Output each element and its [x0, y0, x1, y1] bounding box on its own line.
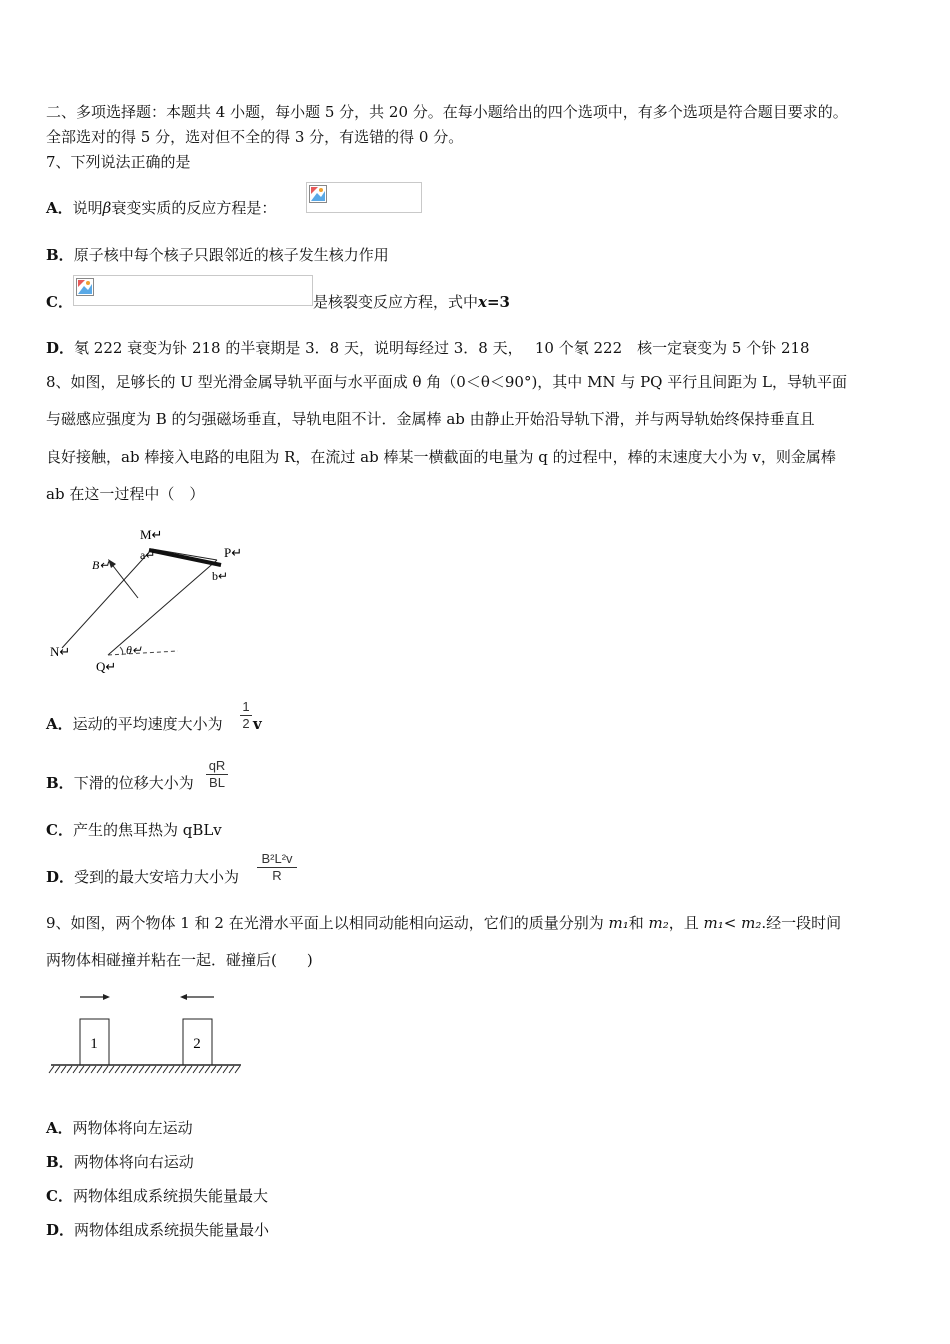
- q9-c-text: 两物体组成系统损失能量最大: [72, 1187, 268, 1205]
- q8-option-c: [46, 820, 222, 840]
- q8-option-a: [46, 714, 223, 734]
- q8-a-tail: v: [253, 715, 262, 733]
- q9-b-label: B．: [46, 1153, 74, 1171]
- q7-c-label: C．: [46, 293, 73, 311]
- q9-stem-line2: 两物体相碰撞并粘在一起．碰撞后( ): [46, 951, 313, 969]
- q8-b-num: qR: [208, 758, 226, 773]
- q8-a-label: A．: [46, 715, 73, 733]
- hatch-mark: [49, 1066, 54, 1073]
- hatch-mark: [85, 1066, 90, 1073]
- hatch-mark: [145, 1066, 150, 1073]
- q9-b-text: 两物体将向右运动: [73, 1153, 194, 1171]
- hatch-mark: [79, 1066, 84, 1073]
- q9-m1: m₁: [608, 914, 629, 932]
- q9-option-c: [46, 1186, 268, 1206]
- q9-stem-post: .经一段时间: [761, 914, 842, 932]
- hatch-mark: [67, 1066, 72, 1073]
- label-a: a↵: [140, 548, 156, 562]
- horizontal-dashed: [108, 651, 178, 655]
- hatch-mark: [163, 1066, 168, 1073]
- hatch-mark: [157, 1066, 162, 1073]
- broken-image-icon: [76, 278, 94, 296]
- hatch-mark: [61, 1066, 66, 1073]
- q9-option-a: [46, 1118, 193, 1138]
- q7-option-c: [46, 292, 73, 312]
- hatch-mark: [97, 1066, 102, 1073]
- q7-a-text-pre: 说明: [72, 199, 103, 217]
- hatch-mark: [103, 1066, 108, 1073]
- q8-a-num: 1: [242, 699, 250, 714]
- hatch-mark: [205, 1066, 210, 1073]
- q7-c-text: [313, 292, 510, 312]
- q8-b-fraction: [206, 759, 228, 790]
- q9-option-d: [46, 1220, 269, 1240]
- label-q: Q↵: [96, 659, 117, 674]
- hatch-mark: [133, 1066, 138, 1073]
- q8-b-text: 下滑的位移大小为: [73, 774, 194, 792]
- q7-c-text-pre: 是核裂变反应方程，式中: [313, 293, 479, 311]
- q8-stem-line2: 与磁感应强度为 B 的匀强磁场垂直，导轨电阻不计．金属棒 ab 由静止开始沿导轨下滑，并与两导轨始终保持垂直且: [46, 410, 815, 428]
- hatch-mark: [73, 1066, 78, 1073]
- q9-m2b: m₂: [741, 914, 762, 932]
- q8-a-text: 运动的平均速度大小为: [72, 715, 223, 733]
- q8-option-d: [46, 867, 239, 887]
- q8-c-text: 产生的焦耳热为 qBLv: [72, 821, 222, 839]
- section-instructions-line1: 二、多项选择题：本题共 4 小题，每小题 5 分，共 20 分。在每小题给出的四个选项中，有多个选项是符合题目要求的。: [46, 103, 848, 121]
- q9-and: 和: [628, 914, 649, 932]
- q7-stem: 7、下列说法正确的是: [46, 153, 191, 171]
- q7-a-label: A．: [46, 199, 73, 217]
- q9-m1b: m₁: [703, 914, 724, 932]
- hatch-mark: [229, 1066, 234, 1073]
- hatch-mark: [187, 1066, 192, 1073]
- q7-a-beta: β: [102, 199, 112, 217]
- hatch-mark: [175, 1066, 180, 1073]
- q9-a-text: 两物体将向左运动: [72, 1119, 193, 1137]
- q8-d-text: 受到的最大安培力大小为: [74, 868, 240, 886]
- q8-option-b: [46, 773, 194, 793]
- q9-a-label: A．: [46, 1119, 73, 1137]
- q7-option-a: [46, 198, 276, 218]
- q8-d-num: B²L²v: [261, 851, 293, 866]
- label-field-b: B↵: [92, 558, 110, 572]
- q7-a-equation-image: [306, 182, 422, 213]
- q7-d-text: 氡 222 衰变为钋 218 的半衰期是 3．8 天，说明每经过 3．8 天， 10 个氡 222 核一定衰变为 5 个钋 218: [74, 339, 810, 357]
- hatch-mark: [223, 1066, 228, 1073]
- right-arrowhead: [103, 994, 110, 1000]
- hatch-mark: [169, 1066, 174, 1073]
- q9-m2: m₂: [648, 914, 669, 932]
- q9-c-label: C．: [46, 1187, 73, 1205]
- q7-c-equation-image: [73, 275, 313, 306]
- broken-image-icon: [309, 185, 327, 203]
- b-field-arrow: [110, 562, 138, 598]
- hatch-mark: [121, 1066, 126, 1073]
- hatch-mark: [151, 1066, 156, 1073]
- q8-stem-line3: 良好接触，ab 棒接入电路的电阻为 R，在流过 ab 棒某一横截面的电量为 q 的过程中，棒的末速度大小为 v，则金属棒: [46, 448, 836, 466]
- hatch-mark: [235, 1066, 240, 1073]
- q7-a-text-post: 衰变实质的反应方程是：: [111, 199, 277, 217]
- q7-d-label: D．: [46, 339, 75, 357]
- q8-stem-line1: 8、如图，足够长的 U 型光滑金属导轨平面与水平面成 θ 角（0＜θ＜90°)，其中 MN 与 PQ 平行且间距为 L，导轨平面: [46, 373, 847, 391]
- left-arrowhead: [180, 994, 187, 1000]
- q9-option-b: [46, 1152, 194, 1172]
- q7-b-text: 原子核中每个核子只跟邻近的核子发生核力作用: [73, 246, 389, 264]
- hatch-mark: [217, 1066, 222, 1073]
- label-b: b↵: [212, 569, 229, 583]
- hatch-mark: [115, 1066, 120, 1073]
- q9-mid: ，且: [668, 914, 704, 932]
- hatch-mark: [91, 1066, 96, 1073]
- q8-c-label: C．: [46, 821, 73, 839]
- q9-lt: <: [723, 914, 742, 932]
- q9-stem-pre: 9、如图，两个物体 1 和 2 在光滑水平面上以相同动能相向运动，它们的质量分别为: [46, 914, 609, 932]
- q8-d-label: D．: [46, 868, 75, 886]
- q9-collision-figure: [48, 985, 248, 1080]
- hatch-mark: [199, 1066, 204, 1073]
- hatch-mark: [55, 1066, 60, 1073]
- q7-option-b: [46, 245, 389, 265]
- hatch-mark: [211, 1066, 216, 1073]
- q9-stem-line1: [46, 913, 841, 933]
- block-1-label: 1: [90, 1036, 98, 1052]
- label-p: P↵: [224, 545, 243, 560]
- q7-b-label: B．: [46, 246, 74, 264]
- hatch-mark: [193, 1066, 198, 1073]
- angle-arc: [120, 647, 123, 655]
- q8-d-fraction: [257, 852, 297, 883]
- q7-option-d: [46, 338, 810, 358]
- section-instructions-line2: 全部选对的得 5 分，选对但不全的得 3 分，有选错的得 0 分。: [46, 128, 464, 146]
- block-2-label: 2: [193, 1036, 201, 1052]
- label-n: N↵: [50, 644, 71, 659]
- q7-c-text-post: =3: [486, 293, 510, 311]
- q8-a-fraction: [240, 700, 252, 731]
- q8-a-den: 2: [242, 716, 250, 731]
- q8-b-den: BL: [209, 775, 225, 790]
- q8-stem-line4: ab 在这一过程中（ ）: [46, 485, 205, 503]
- hatch-mark: [109, 1066, 114, 1073]
- ground-hatching: [49, 1066, 240, 1073]
- label-theta: θ↵: [126, 643, 142, 657]
- rod-ab: [149, 550, 221, 565]
- q8-b-label: B．: [46, 774, 74, 792]
- label-m: M↵: [140, 527, 163, 542]
- q8-d-den: R: [272, 868, 282, 883]
- hatch-mark: [181, 1066, 186, 1073]
- rail-pq: [108, 560, 217, 655]
- hatch-mark: [139, 1066, 144, 1073]
- q9-d-label: D．: [46, 1221, 75, 1239]
- q9-d-text: 两物体组成系统损失能量最小: [74, 1221, 270, 1239]
- q7-c-x: x: [478, 293, 487, 311]
- q8-rail-figure: [40, 515, 260, 680]
- hatch-mark: [127, 1066, 132, 1073]
